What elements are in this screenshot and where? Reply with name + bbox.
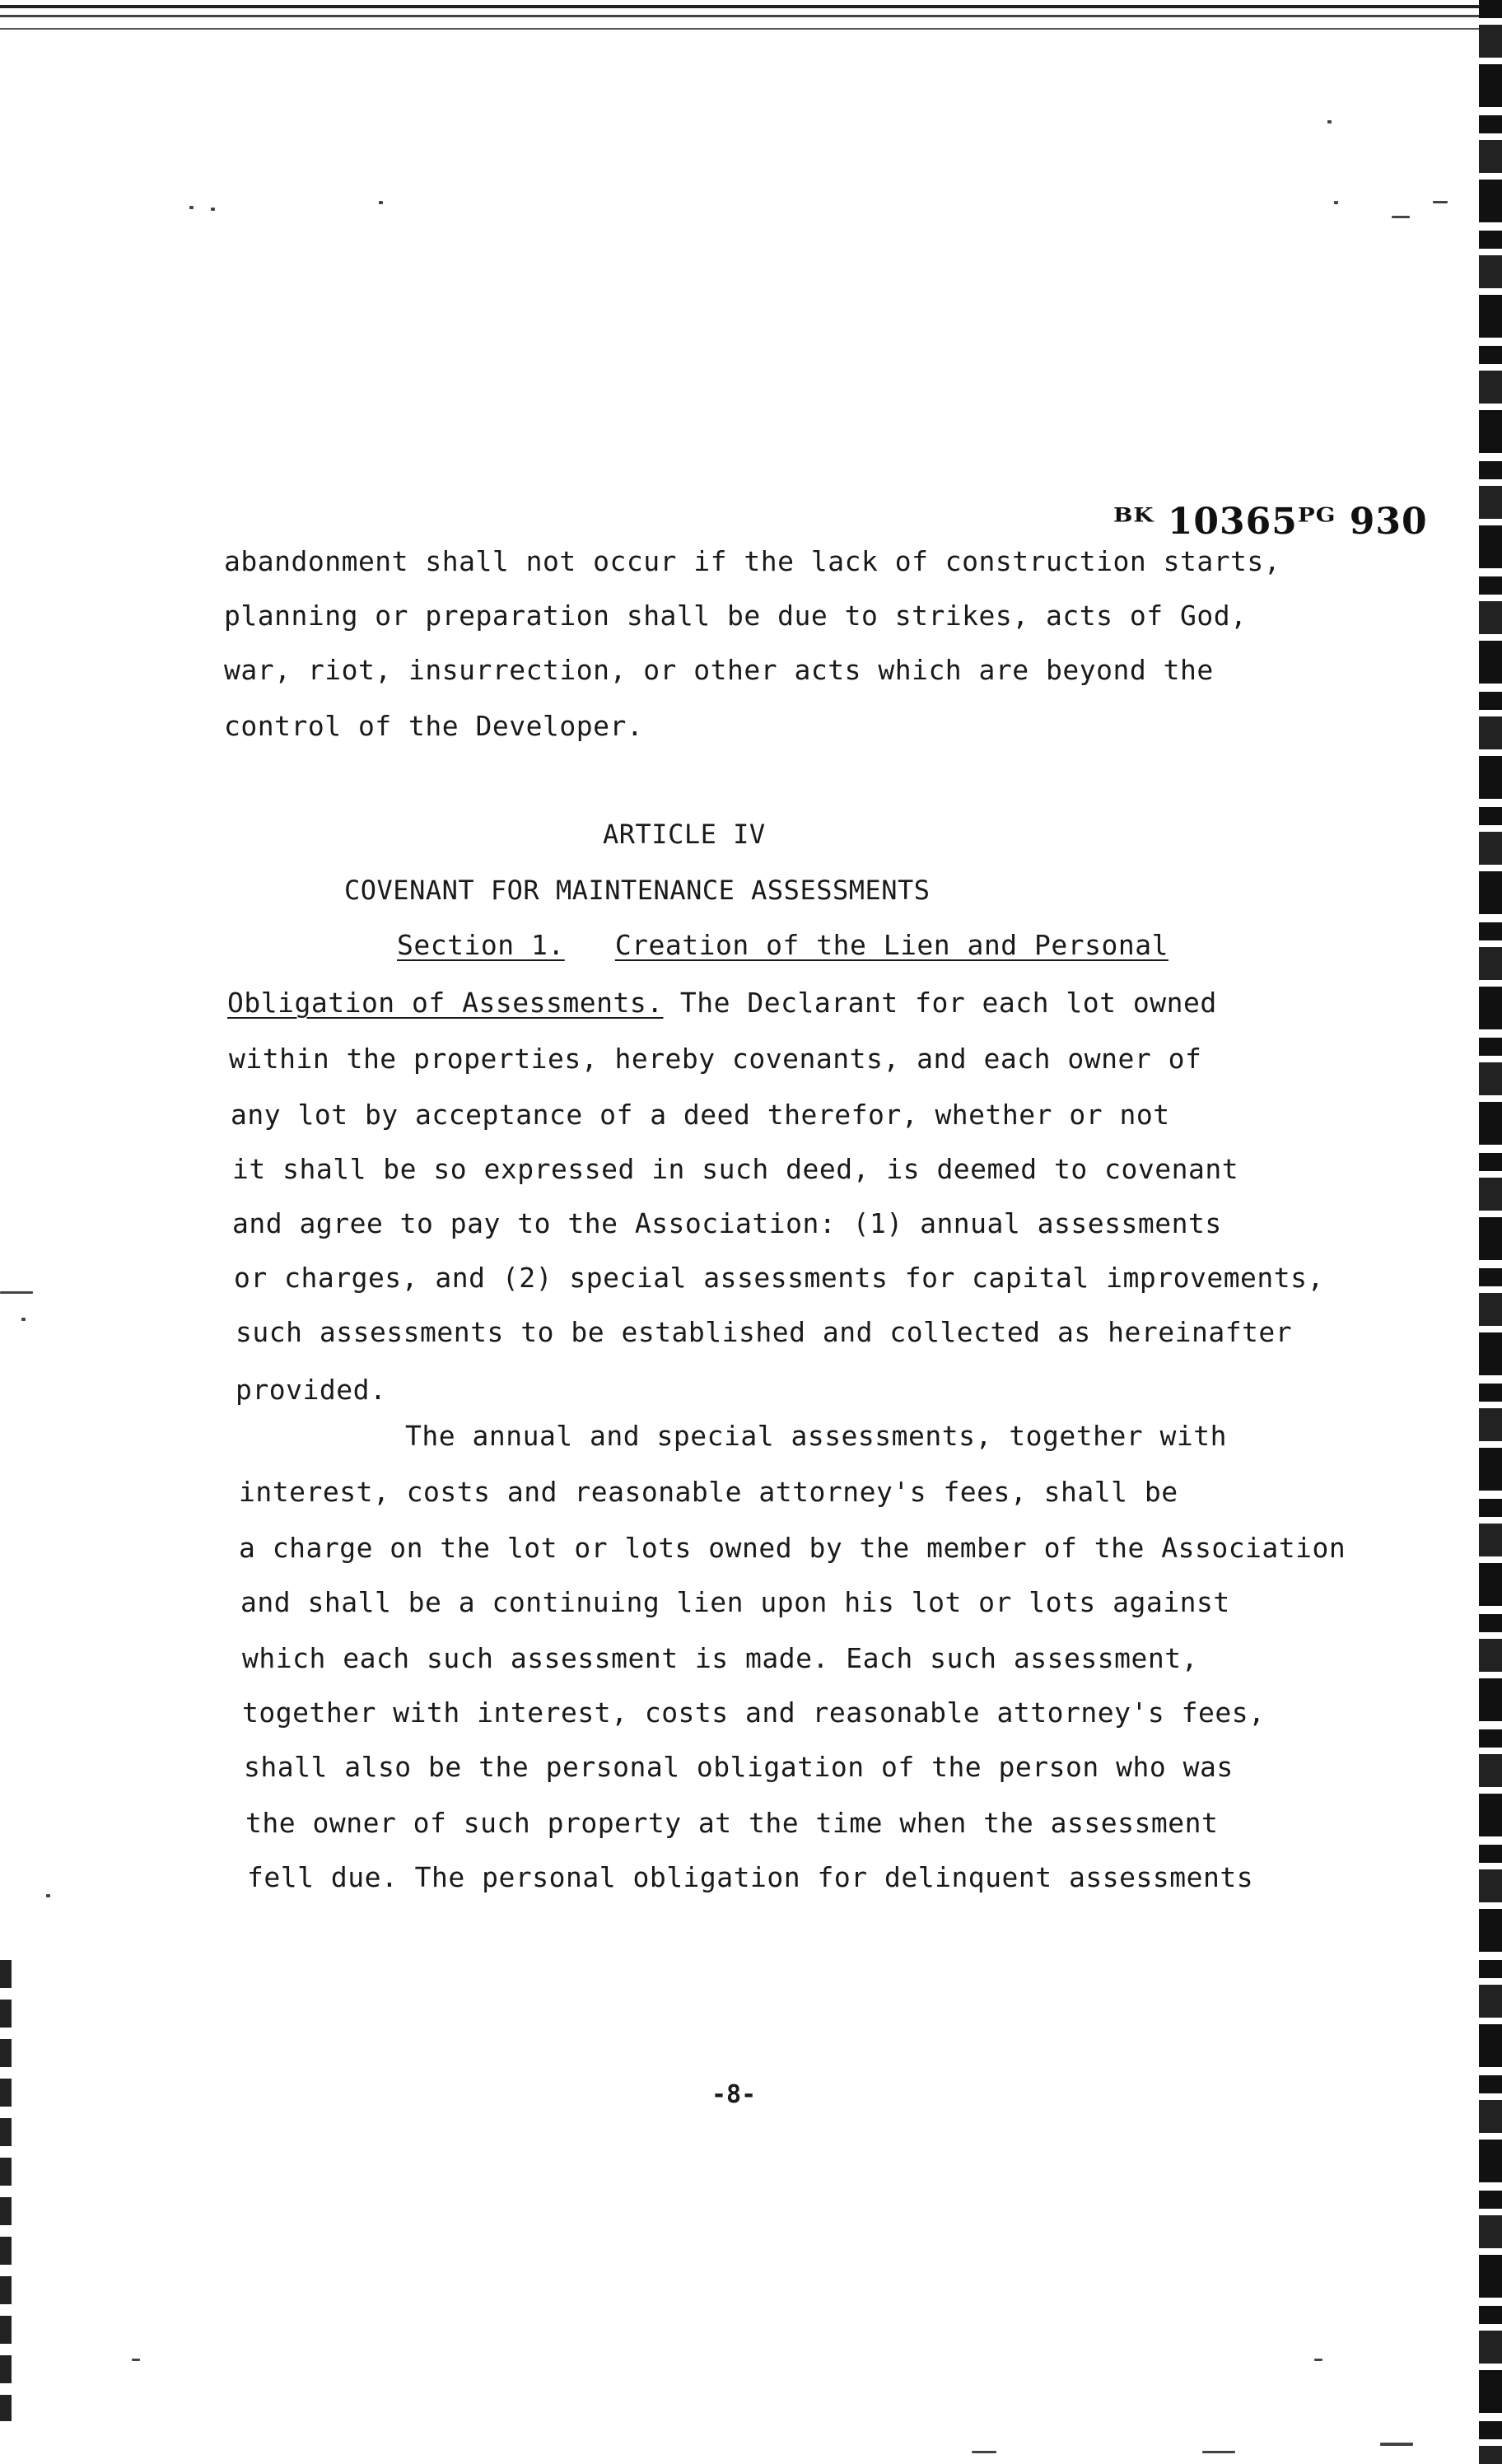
section-line-4: it shall be so expressed in such deed, is deemed to covenant xyxy=(232,1153,1239,1185)
page-number: -8- xyxy=(711,2080,757,2109)
scan-speck xyxy=(46,1894,50,1897)
paragraph-line-4: and shall be a continuing lien upon his lot or lots against xyxy=(240,1586,1230,1618)
scan-speck xyxy=(1202,2451,1235,2453)
scan-left-edge xyxy=(0,1960,12,2421)
paragraph-line-9: fell due. The personal obligation for delinquent assessments xyxy=(247,1861,1254,1893)
scan-speck xyxy=(21,1318,26,1321)
section-title-part1: Creation of the Lien and Personal xyxy=(614,929,1168,961)
article-title: ARTICLE IV xyxy=(603,819,766,850)
paragraph-line-8: the owner of such property at the time when the assessment xyxy=(245,1807,1219,1839)
section-line-8: provided. xyxy=(236,1374,387,1406)
scan-top-rule xyxy=(0,5,1502,8)
section-line-6: or charges, and (2) special assessments for capital improvements, xyxy=(234,1262,1324,1294)
scan-speck xyxy=(379,201,383,204)
section-label: Section 1. xyxy=(397,929,565,961)
section-line-2: within the properties, hereby covenants, and each owner of xyxy=(229,1043,1202,1075)
scan-speck xyxy=(1334,201,1338,204)
text-line-4: control of the Developer. xyxy=(224,710,644,742)
section-line-7: such assessments to be established and collected as hereinafter xyxy=(236,1316,1293,1348)
scan-speck xyxy=(1327,120,1332,124)
scan-right-edge xyxy=(1479,0,1502,2464)
scan-speck xyxy=(1392,216,1410,218)
section-heading xyxy=(397,929,1168,961)
paragraph-line-1: The annual and special assessments, together with xyxy=(405,1420,1228,1452)
paragraph-line-7: shall also be the personal obligation of the person who was xyxy=(244,1751,1234,1783)
scan-speck xyxy=(1314,2359,1322,2361)
section-line-1 xyxy=(227,987,1217,1019)
scan-speck xyxy=(972,2451,996,2453)
section-line-5: and agree to pay to the Association: (1) annual assessments xyxy=(232,1207,1222,1239)
paragraph-line-5: which each such assessment is made. Each such assessment, xyxy=(242,1642,1198,1674)
scan-speck xyxy=(189,206,194,209)
scan-speck xyxy=(132,2359,140,2361)
book-page-reference: ᴮᴷ 10365ᴾᴳ 930 xyxy=(1113,501,1428,543)
scan-speck xyxy=(0,1291,33,1294)
scan-top-rule-secondary xyxy=(0,15,1502,17)
text-line-3: war, riot, insurrection, or other acts which are beyond the xyxy=(224,654,1214,686)
section-title-part2: Obligation of Assessments. xyxy=(227,987,664,1019)
section-line-3: any lot by acceptance of a deed therefor, whether or not xyxy=(231,1099,1170,1131)
paragraph-line-2: interest, costs and reasonable attorney's fees, shall be xyxy=(239,1476,1178,1508)
scan-speck xyxy=(211,208,215,211)
text-line-1: abandonment shall not occur if the lack of construction starts, xyxy=(224,545,1281,577)
paragraph-line-6: together with interest, costs and reasonable attorney's fees, xyxy=(242,1696,1266,1729)
scan-top-rule-tertiary xyxy=(0,28,1502,30)
article-subtitle: COVENANT FOR MAINTENANCE ASSESSMENTS xyxy=(344,875,931,906)
paragraph-line-3: a charge on the lot or lots owned by the member of the Association xyxy=(239,1532,1346,1564)
scan-speck xyxy=(1433,201,1448,203)
section-line-1-rest: The Declarant for each lot owned xyxy=(663,987,1217,1019)
scan-speck xyxy=(1380,2443,1413,2446)
text-line-2: planning or preparation shall be due to strikes, acts of God, xyxy=(224,600,1248,632)
